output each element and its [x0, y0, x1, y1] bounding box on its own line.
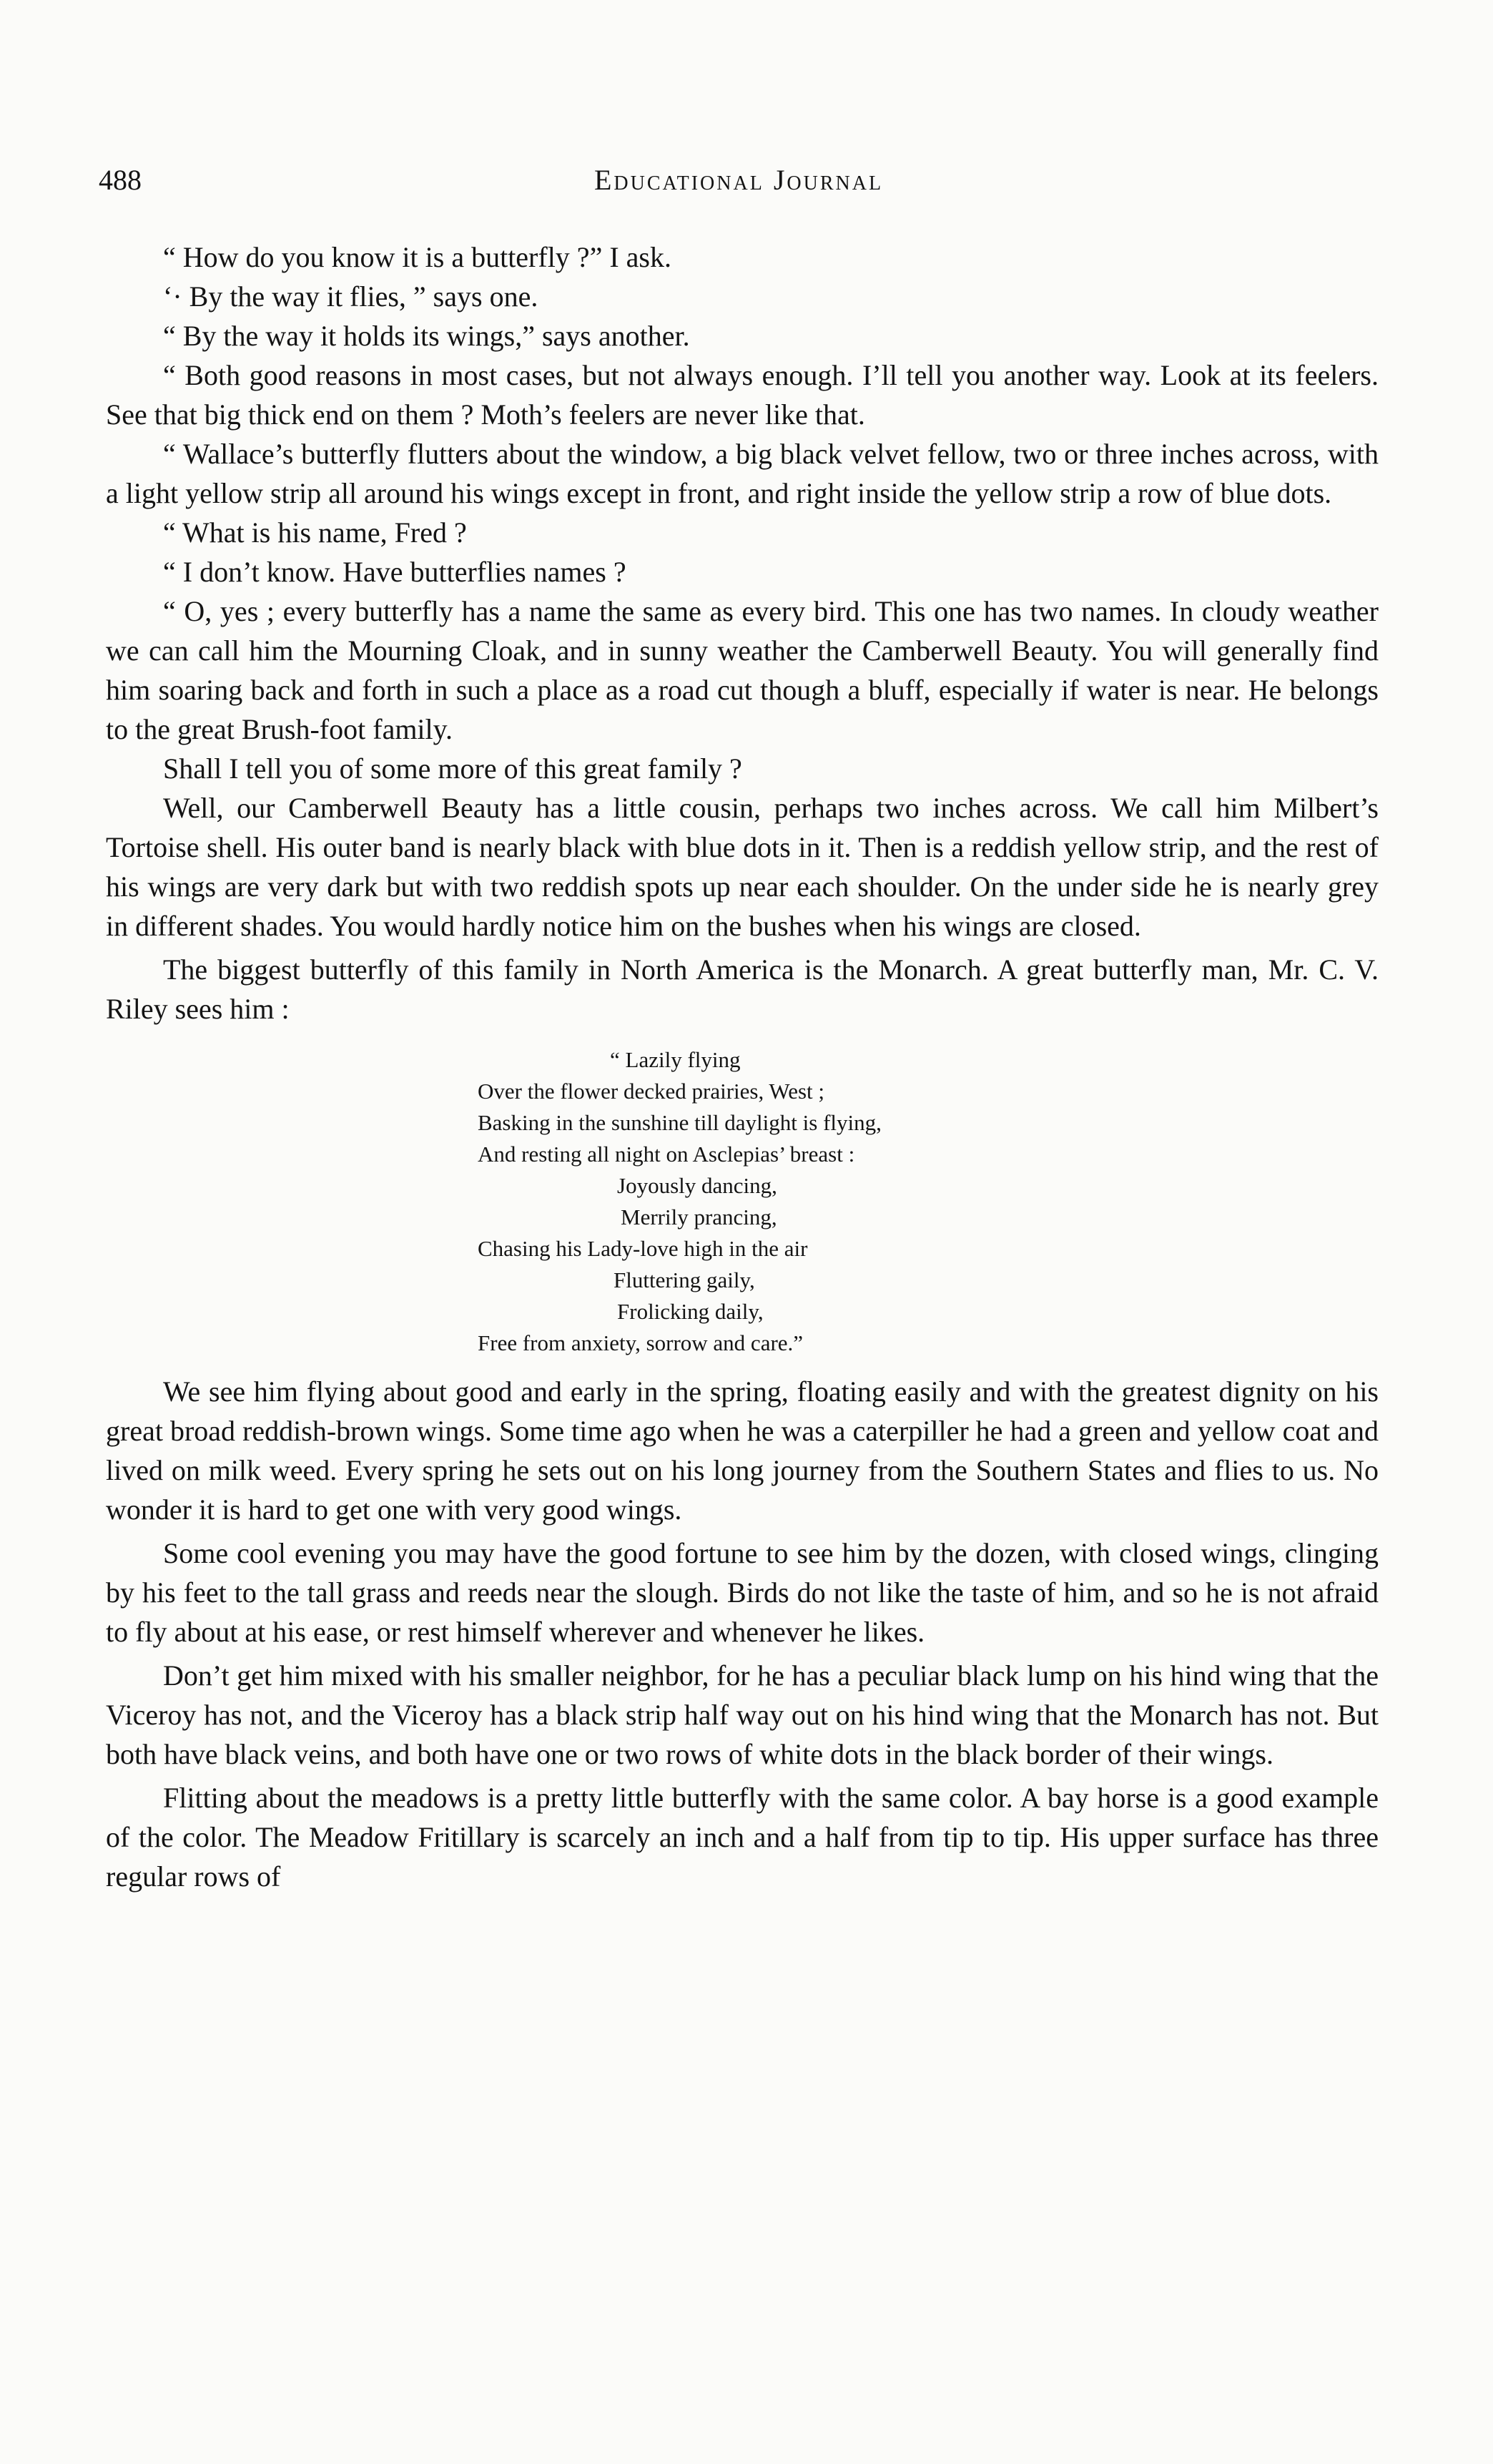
poem-line: Chasing his Lady-love high in the air: [478, 1236, 808, 1261]
paragraph: Shall I tell you of some more of this great family ?: [163, 752, 742, 785]
paragraph: Don’t get him mixed with his smaller neighbor, for he has a peculiar black lump on his hind wing that the Viceroy has not, and the Viceroy has a black strip half way out on his hind wing that the Monarch has not. But both have black veins, and both have one or two rows of white dots in the black border of their wings.: [106, 1659, 1379, 1770]
paragraph: “ Both good reasons in most cases, but not always enough. I’ll tell you another way. Look at its feelers. See that big thick end on them ? Moth’s feelers are never like that.: [106, 359, 1379, 431]
article-body: [106, 237, 1379, 1896]
paragraph: “ By the way it holds its wings,” says another.: [163, 320, 690, 352]
poem-quote: [106, 1044, 1379, 1359]
paragraph: We see him flying about good and early in the spring, floating easily and with the greatest dignity on his great broad reddish-brown wings. Some time ago when he was a caterpiller he had a green and yellow coat and lived on milk weed. Every spring he sets out on his long journey from the Southern States and flies to us. No wonder it is hard to get one with very good wings.: [106, 1375, 1379, 1526]
paragraph: Some cool evening you may have the good fortune to see him by the dozen, with closed wings, clinging by his feet to the tall grass and reeds near the slough. Birds do not like the taste of him, and so he is not afraid to fly about at his ease, or rest himself wherever and whenever he likes.: [106, 1537, 1379, 1648]
paragraph: “ How do you know it is a butterfly ?” I ask.: [163, 241, 671, 273]
running-head: Educational Journal: [593, 164, 884, 196]
page-number: 488: [99, 164, 142, 196]
poem-line: Fluttering gaily,: [614, 1267, 755, 1292]
poem-line: Merrily prancing,: [621, 1204, 777, 1229]
poem-line: “ Lazily flying: [610, 1047, 741, 1072]
poem-line: Joyously dancing,: [617, 1173, 777, 1198]
paragraph: Flitting about the meadows is a pretty little butterfly with the same color. A bay horse is a good example of the color. The Meadow Fritillary is scarcely an inch and a half from tip to tip. His upper surface has three regular rows of: [106, 1782, 1379, 1893]
poem-line: And resting all night on Asclepias’ breast :: [478, 1142, 855, 1167]
paragraph: “ Wallace’s butterfly flutters about the window, a big black velvet fellow, two or three inches across, with a light yellow strip all around his wings except in front, and right inside the yellow strip a row of blue dots.: [106, 438, 1379, 509]
paragraph: The biggest butterfly of this family in North America is the Monarch. A great butterfly man, Mr. C. V. Riley sees him :: [106, 953, 1379, 1025]
paragraph: “ I don’t know. Have butterflies names ?: [163, 556, 626, 588]
poem-line: Frolicking daily,: [617, 1299, 764, 1324]
poem-line: Basking in the sunshine till daylight is flying,: [478, 1110, 882, 1135]
poem-line: Over the flower decked prairies, West ;: [478, 1079, 824, 1104]
page-header: [99, 163, 1379, 206]
paragraph: ‘· By the way it flies, ” says one.: [163, 280, 538, 313]
paragraph: Well, our Camberwell Beauty has a little cousin, perhaps two inches across. We call him Milbert’s Tortoise shell. His outer band is nearly black with blue dots in it. Then is a reddish yellow strip, and the rest of his wings are very dark but with two reddish spots up near each shoulder. On the under side he is nearly grey in different shades. You would hardly notice him on the bushes when his wings are closed.: [106, 792, 1379, 942]
poem-line: Free from anxiety, sorrow and care.”: [478, 1330, 804, 1355]
paragraph: “ What is his name, Fred ?: [163, 516, 467, 549]
paragraph: “ O, yes ; every butterfly has a name the same as every bird. This one has two names. In cloudy weather we can call him the Mourning Cloak, and in sunny weather the Camberwell Beauty. You will generally find him soaring back and forth in such a place as a road cut though a bluff, especially if water is near. He belongs to the great Brush-foot family.: [106, 595, 1379, 745]
